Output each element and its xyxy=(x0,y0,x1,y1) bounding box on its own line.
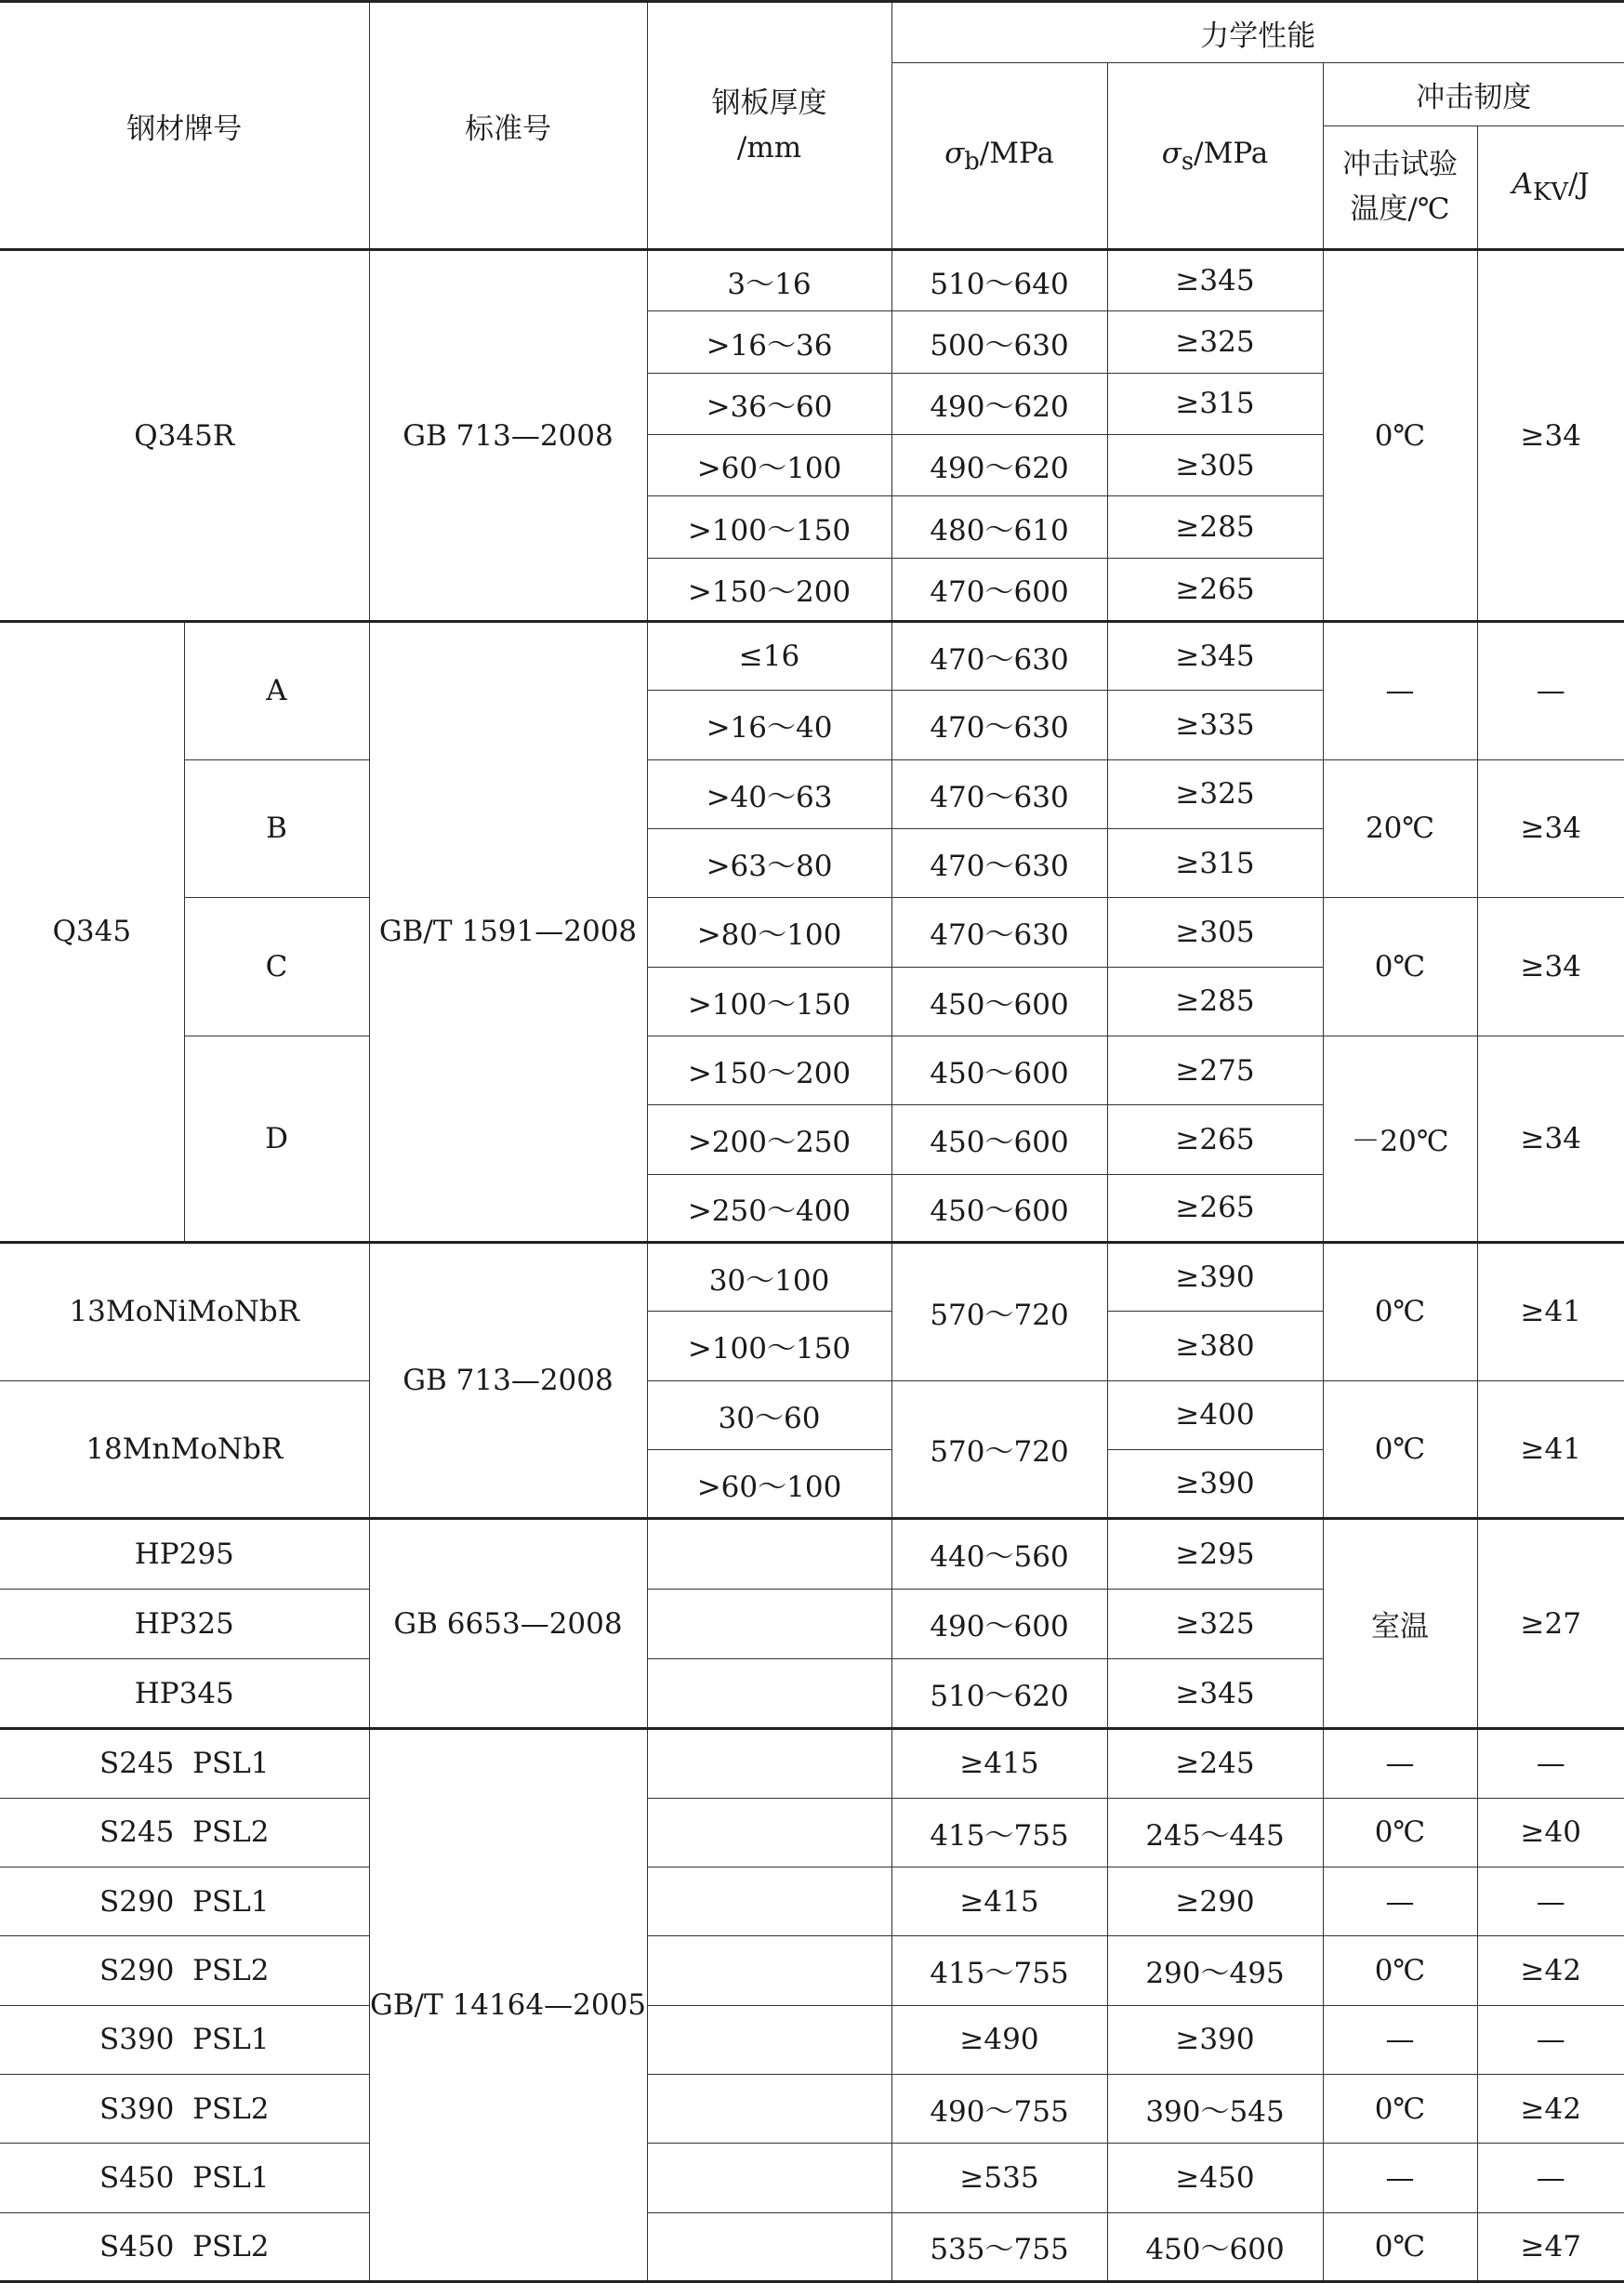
yield-strength-cell: ≥285 xyxy=(1107,496,1323,558)
grade-cell: S390 PSL1 xyxy=(0,2005,369,2074)
table-row xyxy=(0,2212,1624,2281)
standard-cell: GB/T 1591—2008 xyxy=(369,621,647,1242)
sigma-symbol: σ xyxy=(1161,136,1182,170)
yield-strength-cell: ≥345 xyxy=(1107,250,1323,311)
thickness-cell xyxy=(647,2212,891,2281)
yield-strength-cell: ≥345 xyxy=(1107,1658,1323,1728)
tensile-strength-cell: 490～755 xyxy=(891,2074,1107,2143)
table-row xyxy=(0,898,1624,967)
table-row xyxy=(0,621,1624,690)
thickness-cell: >63～80 xyxy=(647,828,891,897)
yield-strength-cell: ≥265 xyxy=(1107,1174,1323,1242)
yield-strength-cell: ≥315 xyxy=(1107,828,1323,897)
tensile-strength-cell: 470～630 xyxy=(891,898,1107,967)
header-impact-temp xyxy=(1323,125,1477,250)
impact-energy-cell: ≥34 xyxy=(1477,1036,1624,1242)
sigma-subscript: b xyxy=(964,147,980,176)
tensile-strength-cell: 490～600 xyxy=(891,1589,1107,1658)
header-mechanical: 力学性能 xyxy=(891,2,1624,63)
tensile-strength-cell: 470～630 xyxy=(891,759,1107,828)
tensile-strength-cell: ≥535 xyxy=(891,2144,1107,2212)
impact-energy-cell: — xyxy=(1477,1867,1624,1935)
grade-cell: S290 PSL1 xyxy=(0,1867,369,1935)
impact-energy-cell: ≥34 xyxy=(1477,898,1624,1036)
thickness-cell: >80～100 xyxy=(647,898,891,967)
yield-strength-cell: 450～600 xyxy=(1107,2212,1323,2281)
table-row xyxy=(0,1380,1624,1449)
yield-strength-cell: ≥335 xyxy=(1107,691,1323,759)
grade-cell: S450 PSL2 xyxy=(0,2212,369,2281)
impact-temp-cell: — xyxy=(1323,1729,1477,1798)
impact-temp-cell: — xyxy=(1323,1867,1477,1935)
tensile-strength-cell: 535～755 xyxy=(891,2212,1107,2281)
yield-strength-cell: ≥285 xyxy=(1107,967,1323,1036)
thickness-cell xyxy=(647,2005,891,2074)
header-sigma-s xyxy=(1107,63,1323,250)
yield-strength-cell: ≥400 xyxy=(1107,1380,1323,1449)
impact-temp-cell: 0℃ xyxy=(1323,2074,1477,2143)
grade-cell: S390 PSL2 xyxy=(0,2074,369,2143)
yield-strength-cell: ≥295 xyxy=(1107,1519,1323,1589)
unit: /MPa xyxy=(1194,136,1269,170)
impact-energy-cell: ≥47 xyxy=(1477,2212,1624,2281)
header-grade: 钢材牌号 xyxy=(0,2,369,250)
header-thickness-line2: /mm xyxy=(736,131,802,165)
impact-temp-cell: 0℃ xyxy=(1323,1798,1477,1867)
header-impact: 冲击韧度 xyxy=(1323,63,1624,125)
header-row xyxy=(0,2,1624,63)
header-sigma-b xyxy=(891,63,1107,250)
standard-cell: GB/T 14164—2005 xyxy=(369,1729,647,2282)
thickness-cell: >40～63 xyxy=(647,759,891,828)
impact-energy-cell: — xyxy=(1477,2005,1624,2074)
tensile-strength-cell: 500～630 xyxy=(891,311,1107,373)
thickness-cell: >60～100 xyxy=(647,435,891,496)
yield-strength-cell: 390～545 xyxy=(1107,2074,1323,2143)
impact-temp-cell: — xyxy=(1323,2005,1477,2074)
thickness-cell xyxy=(647,1867,891,1935)
table-row xyxy=(0,250,1624,311)
tensile-strength-cell: 450～600 xyxy=(891,967,1107,1036)
yield-strength-cell: ≥390 xyxy=(1107,2005,1323,2074)
tensile-strength-cell: 450～600 xyxy=(891,1174,1107,1242)
thickness-cell: 30～60 xyxy=(647,1380,891,1449)
table-row xyxy=(0,1519,1624,1589)
yield-strength-cell: ≥450 xyxy=(1107,2144,1323,2212)
tensile-strength-cell: 470～630 xyxy=(891,621,1107,690)
thickness-cell: >36～60 xyxy=(647,373,891,434)
impact-energy-cell: ≥34 xyxy=(1477,759,1624,898)
yield-strength-cell: ≥325 xyxy=(1107,759,1323,828)
table-row xyxy=(0,759,1624,828)
header-thickness-line1: 钢板厚度 xyxy=(711,86,827,121)
tensile-strength-cell: 510～620 xyxy=(891,1658,1107,1728)
table-row xyxy=(0,1798,1624,1867)
yield-strength-cell: ≥290 xyxy=(1107,1867,1323,1935)
yield-strength-cell: ≥245 xyxy=(1107,1729,1323,1798)
yield-strength-cell: ≥275 xyxy=(1107,1036,1323,1104)
thickness-cell: >60～100 xyxy=(647,1449,891,1518)
thickness-cell: >200～250 xyxy=(647,1105,891,1174)
table-row xyxy=(0,1729,1624,1798)
table-row xyxy=(0,1867,1624,1935)
tensile-strength-cell: 470～630 xyxy=(891,828,1107,897)
impact-energy-cell: ≥27 xyxy=(1477,1519,1624,1729)
tensile-strength-cell: 570～720 xyxy=(891,1380,1107,1519)
yield-strength-cell: ≥380 xyxy=(1107,1312,1323,1380)
thickness-cell: >100～150 xyxy=(647,1312,891,1380)
akv-subscript: KV xyxy=(1533,178,1568,207)
impact-temp-cell: 20℃ xyxy=(1323,759,1477,898)
thickness-cell xyxy=(647,1729,891,1798)
grade-cell: HP325 xyxy=(0,1589,369,1658)
grade-cell: S245 PSL2 xyxy=(0,1798,369,1867)
thickness-cell xyxy=(647,1519,891,1589)
unit: /MPa xyxy=(979,136,1054,170)
impact-temp-cell: 0℃ xyxy=(1323,1242,1477,1380)
table-row xyxy=(0,1242,1624,1311)
tensile-strength-cell: 470～630 xyxy=(891,691,1107,759)
impact-temp-cell: 0℃ xyxy=(1323,1936,1477,2005)
thickness-cell: >100～150 xyxy=(647,496,891,558)
subgrade-cell: B xyxy=(184,759,369,898)
yield-strength-cell: ≥390 xyxy=(1107,1449,1323,1518)
impact-temp-cell: — xyxy=(1323,621,1477,759)
yield-strength-cell: ≥305 xyxy=(1107,898,1323,967)
impact-temp-cell: 0℃ xyxy=(1323,1380,1477,1519)
grade-cell: S450 PSL1 xyxy=(0,2144,369,2212)
thickness-cell xyxy=(647,2074,891,2143)
tensile-strength-cell: 415～755 xyxy=(891,1936,1107,2005)
impact-energy-cell: ≥34 xyxy=(1477,250,1624,622)
unit: /J xyxy=(1567,167,1590,202)
header-thickness xyxy=(647,2,891,250)
grade-cell: HP295 xyxy=(0,1519,369,1589)
thickness-cell: >150～200 xyxy=(647,1036,891,1104)
thickness-cell: >150～200 xyxy=(647,558,891,621)
thickness-cell: >16～40 xyxy=(647,691,891,759)
impact-energy-cell: — xyxy=(1477,621,1624,759)
yield-strength-cell: 290～495 xyxy=(1107,1936,1323,2005)
yield-strength-cell: ≥265 xyxy=(1107,558,1323,621)
tensile-strength-cell: ≥415 xyxy=(891,1729,1107,1798)
grade-cell: 18MnMoNbR xyxy=(0,1380,369,1519)
tensile-strength-cell: 450～600 xyxy=(891,1105,1107,1174)
yield-strength-cell: ≥390 xyxy=(1107,1242,1323,1311)
subgrade-cell: D xyxy=(184,1036,369,1242)
tensile-strength-cell: 470～600 xyxy=(891,558,1107,621)
header-impact-temp-line1: 冲击试验 xyxy=(1342,148,1458,182)
thickness-cell: >100～150 xyxy=(647,967,891,1036)
thickness-cell xyxy=(647,1936,891,2005)
impact-energy-cell: ≥42 xyxy=(1477,1936,1624,2005)
impact-energy-cell: ≥41 xyxy=(1477,1380,1624,1519)
yield-strength-cell: ≥265 xyxy=(1107,1105,1323,1174)
standard-cell: GB 713—2008 xyxy=(369,250,647,622)
header-akv xyxy=(1477,125,1624,250)
table-row xyxy=(0,2005,1624,2074)
impact-temp-cell: 室温 xyxy=(1323,1519,1477,1729)
standard-cell: GB 713—2008 xyxy=(369,1242,647,1518)
thickness-cell xyxy=(647,1658,891,1728)
yield-strength-cell: 245～445 xyxy=(1107,1798,1323,1867)
impact-temp-cell: －20℃ xyxy=(1323,1036,1477,1242)
thickness-cell: >250～400 xyxy=(647,1174,891,1242)
impact-energy-cell: ≥41 xyxy=(1477,1242,1624,1380)
table-row xyxy=(0,1036,1624,1104)
thickness-cell: >16～36 xyxy=(647,311,891,373)
tensile-strength-cell: ≥415 xyxy=(891,1867,1107,1935)
grade-cell: Q345R xyxy=(0,250,369,622)
yield-strength-cell: ≥315 xyxy=(1107,373,1323,434)
tensile-strength-cell: 490～620 xyxy=(891,373,1107,434)
header-standard: 标准号 xyxy=(369,2,647,250)
impact-energy-cell: — xyxy=(1477,2144,1624,2212)
standard-cell: GB 6653—2008 xyxy=(369,1519,647,1729)
impact-energy-cell: — xyxy=(1477,1729,1624,1798)
thickness-cell: 3～16 xyxy=(647,250,891,311)
yield-strength-cell: ≥325 xyxy=(1107,311,1323,373)
impact-energy-cell: ≥40 xyxy=(1477,1798,1624,1867)
thickness-cell xyxy=(647,2144,891,2212)
impact-temp-cell: 0℃ xyxy=(1323,898,1477,1036)
akv-symbol: A xyxy=(1512,167,1534,202)
table-row xyxy=(0,1936,1624,2005)
thickness-cell: ≤16 xyxy=(647,621,891,690)
tensile-strength-cell: 480～610 xyxy=(891,496,1107,558)
impact-temp-cell: 0℃ xyxy=(1323,2212,1477,2281)
subgrade-cell: C xyxy=(184,898,369,1036)
grade-cell: Q345 xyxy=(0,621,184,1242)
impact-temp-cell: — xyxy=(1323,2144,1477,2212)
tensile-strength-cell: 510～640 xyxy=(891,250,1107,311)
tensile-strength-cell: 440～560 xyxy=(891,1519,1107,1589)
table-row xyxy=(0,2074,1624,2143)
table-body xyxy=(0,2,1624,2282)
impact-temp-cell: 0℃ xyxy=(1323,250,1477,622)
grade-cell: 13MoNiMoNbR xyxy=(0,1242,369,1380)
table-row xyxy=(0,2144,1624,2212)
tensile-strength-cell: 415～755 xyxy=(891,1798,1107,1867)
sigma-subscript: s xyxy=(1181,147,1195,176)
sigma-symbol: σ xyxy=(944,136,965,170)
tensile-strength-cell: 450～600 xyxy=(891,1036,1107,1104)
yield-strength-cell: ≥305 xyxy=(1107,435,1323,496)
tensile-strength-cell: 490～620 xyxy=(891,435,1107,496)
grade-cell: S245 PSL1 xyxy=(0,1729,369,1798)
grade-cell: S290 PSL2 xyxy=(0,1936,369,2005)
impact-energy-cell: ≥42 xyxy=(1477,2074,1624,2143)
header-impact-temp-line2: 温度/℃ xyxy=(1350,192,1450,227)
tensile-strength-cell: 570～720 xyxy=(891,1242,1107,1380)
yield-strength-cell: ≥325 xyxy=(1107,1589,1323,1658)
grade-cell: HP345 xyxy=(0,1658,369,1728)
thickness-cell xyxy=(647,1798,891,1867)
subgrade-cell: A xyxy=(184,621,369,759)
thickness-cell: 30～100 xyxy=(647,1242,891,1311)
tensile-strength-cell: ≥490 xyxy=(891,2005,1107,2074)
thickness-cell xyxy=(647,1589,891,1658)
yield-strength-cell: ≥345 xyxy=(1107,621,1323,690)
